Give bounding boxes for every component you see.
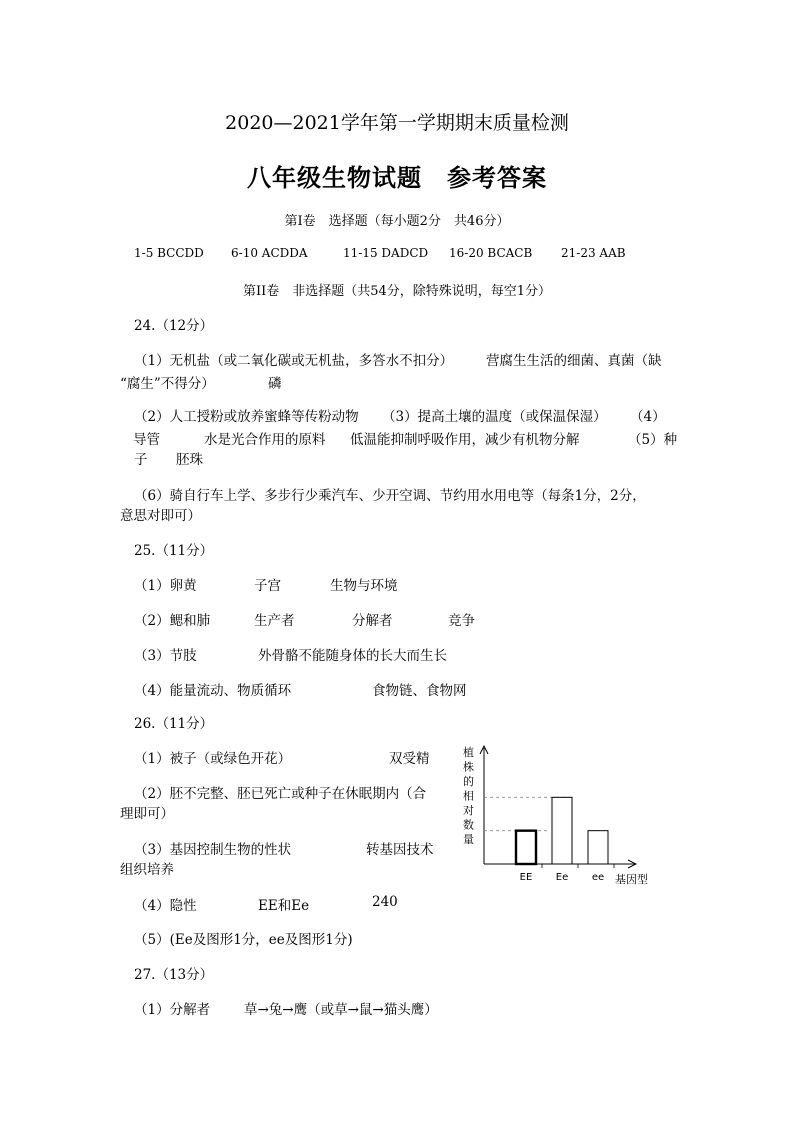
x-axis-label: 基因型 bbox=[615, 873, 648, 886]
x-tick-label: Ee bbox=[555, 872, 569, 883]
q26-r2b: 理即可） bbox=[120, 806, 174, 822]
q25-r1-c3: 生物与环境 bbox=[330, 578, 398, 594]
q25-r1-c1: （1）卵黄 bbox=[134, 578, 197, 594]
q24-line5b: 意思对即可） bbox=[120, 508, 201, 524]
q27-r1b: 草→兔→鹰（或草→鼠→猫头鹰） bbox=[244, 1002, 438, 1018]
q24-line3d: （5）种 bbox=[628, 432, 678, 448]
bar-ee bbox=[588, 831, 608, 864]
q26-r4-c2: EE和Ee bbox=[258, 898, 310, 914]
q26-r3b: 转基因技术 bbox=[366, 842, 434, 858]
q24-line1d: 磷 bbox=[268, 376, 282, 392]
x-tick-label: ee bbox=[591, 872, 605, 883]
q26-r2a: （2）胚不完整、胚已死亡或种子在休眠期内（合 bbox=[134, 786, 427, 802]
mc-answers-5: 21-23 AAB bbox=[561, 246, 626, 260]
q26-r3c: 组织培养 bbox=[120, 862, 174, 878]
q24-line1b: 营腐生生活的细菌、真菌（缺 bbox=[486, 353, 662, 369]
exam-title: 2020—2021学年第一学期期末质量检测 bbox=[225, 112, 569, 134]
bar-ee bbox=[516, 831, 536, 864]
q24-heading: 24.（12分） bbox=[134, 318, 214, 334]
q24-line4a: 子 bbox=[134, 452, 148, 468]
q26-r1-c1: （1）被子（或绿色开花） bbox=[134, 751, 292, 767]
q24-line3a: 导管 bbox=[133, 432, 160, 448]
answer-key-title: 八年级生物试题 参考答案 bbox=[247, 163, 547, 192]
q25-r2-c3: 分解者 bbox=[352, 613, 393, 629]
y-label-char: 植 bbox=[463, 746, 474, 759]
q26-r4-c3: 240 bbox=[372, 894, 398, 910]
mc-answers-1: 1-5 BCCDD bbox=[134, 246, 204, 260]
q24-line3b: 水是光合作用的原料 bbox=[204, 432, 326, 448]
y-label-char: 相 bbox=[463, 789, 474, 803]
q25-r3-c2: 外骨骼不能随身体的长大而生长 bbox=[258, 648, 447, 664]
y-label-char: 数 bbox=[463, 818, 474, 832]
q24-line4b: 胚珠 bbox=[176, 452, 203, 468]
y-label-char: 的 bbox=[463, 775, 474, 788]
q24-line5a: （6）骑自行车上学、多步行少乘汽车、少开空调、节约用水用电等（每条1分，2分， bbox=[134, 488, 646, 504]
q24-line2c: （4） bbox=[630, 409, 666, 425]
q26-heading: 26.（11分） bbox=[134, 716, 214, 732]
mc-answers-4: 16-20 BCACB bbox=[449, 246, 533, 260]
genotype-bar-chart bbox=[455, 742, 665, 892]
q25-r2-c2: 生产者 bbox=[254, 613, 295, 629]
y-label-char: 对 bbox=[463, 804, 474, 817]
y-axis-label bbox=[463, 745, 474, 846]
mc-answers-3: 11-15 DADCD bbox=[343, 246, 429, 260]
part1-heading: 第Ⅰ卷 选择题（每小题2分 共46分） bbox=[284, 214, 510, 229]
mc-answers-2: 6-10 ACDDA bbox=[231, 246, 308, 260]
q27-heading: 27.（13分） bbox=[134, 967, 214, 983]
q25-r4-c2: 食物链、食物网 bbox=[372, 683, 467, 699]
y-label-char: 量 bbox=[463, 833, 474, 846]
q25-r3-c1: （3）节肢 bbox=[134, 648, 197, 664]
y-label-char: 株 bbox=[463, 760, 474, 774]
q25-heading: 25.（11分） bbox=[134, 543, 214, 559]
q24-line2b: （3）提高土壤的温度（或保温保湿） bbox=[382, 409, 607, 425]
q26-r5: （5）(Ee及图形1分，ee及图形1分) bbox=[134, 932, 353, 948]
q26-r4-c1: （4）隐性 bbox=[134, 898, 197, 914]
x-tick-label: EE bbox=[519, 872, 533, 883]
q24-line3c: 低温能抑制呼吸作用，减少有机物分解 bbox=[350, 432, 580, 448]
q25-r4-c1: （4）能量流动、物质循环 bbox=[134, 683, 292, 699]
q26-r1-c2: 双受精 bbox=[389, 751, 430, 767]
part2-heading: 第II卷 非选择题（共54分，除特殊说明，每空1分） bbox=[242, 284, 552, 299]
q24-line1a: （1）无机盐（或二氧化碳或无机盐，多答水不扣分） bbox=[134, 353, 454, 369]
q25-r2-c4: 竞争 bbox=[448, 613, 475, 629]
q25-r1-c2: 子宫 bbox=[254, 578, 281, 594]
q25-r2-c1: （2）鳃和肺 bbox=[134, 613, 211, 629]
q26-r3a: （3）基因控制生物的性状 bbox=[134, 842, 292, 858]
q24-line1c: “腐生”不得分） bbox=[120, 376, 215, 392]
bar-ee bbox=[552, 797, 572, 864]
q27-r1a: （1）分解者 bbox=[134, 1002, 211, 1018]
q24-line2a: （2）人工授粉或放养蜜蜂等传粉动物 bbox=[134, 409, 359, 425]
